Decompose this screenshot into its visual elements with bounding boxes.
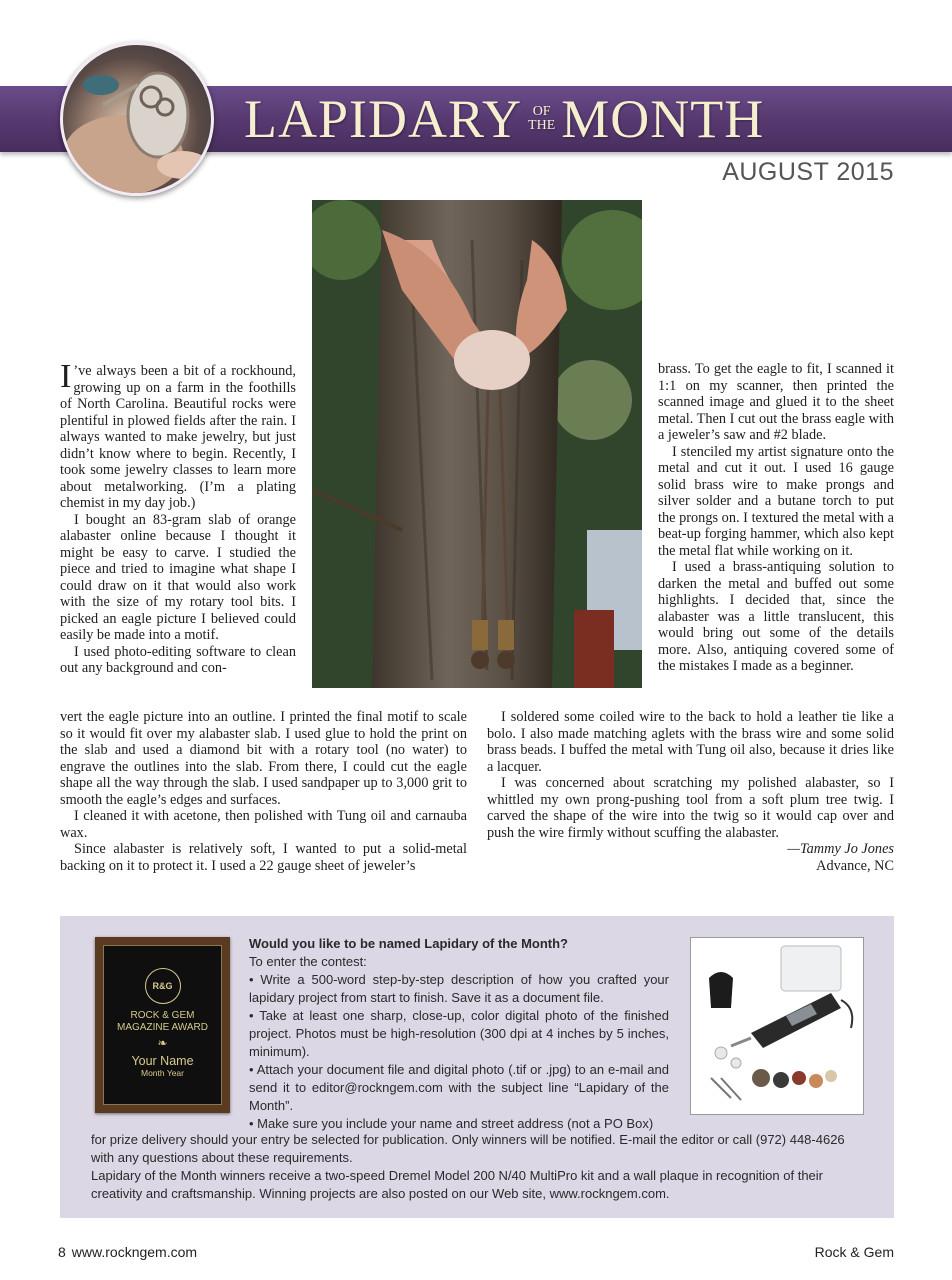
footer-magazine-name: Rock & Gem — [814, 1244, 894, 1260]
plaque-name: Your Name — [131, 1054, 194, 1068]
article-column-right-top — [658, 361, 894, 675]
award-plaque-image — [95, 937, 230, 1113]
article-paragraph-9: I was concerned about scratching my polished alabaster, so I whittled my own prong-pushing tool from a soft plum tree twig. I carved the shape of the wire into the twig so it would cap over and push the wire firmly without scuffing the alabaster. — [487, 775, 894, 841]
article-paragraph-5-cont: brass. To get the eagle to fit, I scanned it 1:1 on my scanner, then printed the scanned image and glued it to the sheet metal. Then I cut out the brass eagle with a jeweler’s saw and #2 blade. — [658, 361, 894, 443]
contest-prize: Lapidary of the Month winners receive a two-speed Dremel Model 200 N/40 MultiPro kit and a wall plaque in recognition of their creativity and craftsmanship. Winning projects are also posted on our Web site, www.rockngem.com. — [91, 1168, 823, 1201]
article-paragraph-3-start: I used photo-editing software to clean out any background and con- — [60, 643, 296, 676]
contest-intro: To enter the contest: — [249, 954, 367, 969]
author-signature: —Tammy Jo Jones — [787, 841, 894, 857]
article-paragraph-3-end: vert the eagle picture into an outline. I printed the final motif to scale so it would fit over my alabaster slab. I used glue to hold the print on the slab and used a diamond bit with a rotary tool (no water) to engrave the outlines into the slab. From there, I could cut the eagle shape all the way through the slab. I used sandpaper up to 3,000 grit to smooth the eagle’s edges and surfaces. — [60, 709, 467, 808]
plaque-month-year: Month Year — [140, 1068, 184, 1078]
contest-bullet-4-start: • Make sure you include your name and street address (not a PO Box) — [249, 1116, 654, 1131]
footer-left — [58, 1244, 197, 1260]
drop-cap: I — [60, 358, 72, 395]
title-of-the — [528, 105, 555, 133]
footer-website: www.rockngem.com — [71, 1244, 198, 1260]
article-paragraph-8: I soldered some coiled wire to the back to hold a leather tie like a bolo. I also made matching aglets with the brass wire and some solid brass beads. I buffed the metal with Tung oil also, because it dries like a lacquer. — [487, 709, 894, 775]
eagle-pendant-on-tree-image — [312, 200, 642, 688]
contest-bullet-2: • Take at least one sharp, close-up, color digital photo of the finished project. Photos must be high-resolution (300 dpi at 4 inches by 5 inches, minimum). — [249, 1008, 669, 1059]
contest-heading: Would you like to be named Lapidary of the Month? — [249, 936, 568, 951]
plaque-line-2: MAGAZINE AWARD — [117, 1022, 208, 1033]
issue-date: AUGUST 2015 — [722, 158, 894, 186]
dremel-tool-kit-illustration — [691, 938, 863, 1114]
page-title — [244, 86, 764, 152]
article-paragraph-4: I cleaned it with acetone, then polished with Tung oil and carnauba wax. — [60, 808, 467, 841]
contest-bullet-3: • Attach your document file and digital photo (.tif or .jpg) to an e-mail and send it to editor@rockngem.com with the subject line “Lapidary of the Month”. — [249, 1062, 669, 1113]
article-column-right-bottom — [487, 709, 894, 874]
eagle-pendant-photo — [312, 200, 642, 688]
plaque-line-1: ROCK & GEM — [130, 1010, 195, 1021]
author-location: Advance, NC — [816, 857, 894, 874]
title-of: OF — [532, 104, 551, 119]
article-paragraph-2: I bought an 83-gram slab of orange alabaster online because I thought it might be easy to carve. I studied the piece and tried to imagine what shape I could draw on it that would also work with the size of my rotary tool bits. I picked an eagle picture I believed could easily be made into a motif. — [60, 511, 296, 643]
title-word-month: MONTH — [561, 89, 765, 149]
paragraph-1-text: ’ve always been a bit of a rockhound, growing up on a farm in the foothills of North Carolina. Beautiful rocks were plentiful in plowed fields after the rain. I always wanted to make jewelry, but just didn’t know where to begin. Recently, I took some jewelry classes to learn more about metalworking. (I’m a plating chemist in my day job.) — [60, 363, 296, 511]
plaque-face — [103, 945, 222, 1105]
contest-details — [91, 1131, 871, 1203]
plaque-ornament-icon: ❧ — [157, 1036, 168, 1050]
article-paragraph-1 — [60, 358, 296, 512]
pendant-in-hand-image — [63, 45, 211, 193]
article-paragraph-5: Since alabaster is relatively soft, I wanted to put a solid-metal backing on it to protect it. I used a 22 gauge sheet of jeweler’s — [60, 841, 467, 874]
page-number: 8 — [58, 1244, 66, 1260]
article-column-left-top — [60, 358, 296, 677]
title-word-lapidary: LAPIDARY — [244, 89, 523, 149]
title-the: THE — [528, 118, 556, 133]
article-column-left-bottom — [60, 709, 467, 874]
dremel-kit-image — [690, 937, 864, 1115]
plaque-logo: R&G — [145, 968, 181, 1004]
contest-instructions — [249, 935, 669, 1133]
header-circle-photo — [60, 42, 214, 196]
article-paragraph-6: I stenciled my artist signature onto the metal and cut it out. I used 16 gauge solid brass wire to make prongs and silver solder and a butane torch to put the prongs on. I textured the metal with a beat-up forging hammer, which also kept the metal flat while working on it. — [658, 443, 894, 559]
contest-bullet-1: • Write a 500-word step-by-step description of how you crafted your lapidary project from start to finish. Save it as a document file. — [249, 972, 669, 1005]
article-paragraph-7: I used a brass-antiquing solution to darken the metal and buffed out some highlights. I decided that, since the alabaster was a little translucent, this would bring out some of the details more. Also, antiquing covered some of the mistakes I made as a beginner. — [658, 559, 894, 674]
contest-bullet-4-end: for prize delivery should your entry be selected for publication. Only winners will be notified. E-mail the editor or call (972) 448-4626 with any questions about these requirements. — [91, 1132, 845, 1165]
